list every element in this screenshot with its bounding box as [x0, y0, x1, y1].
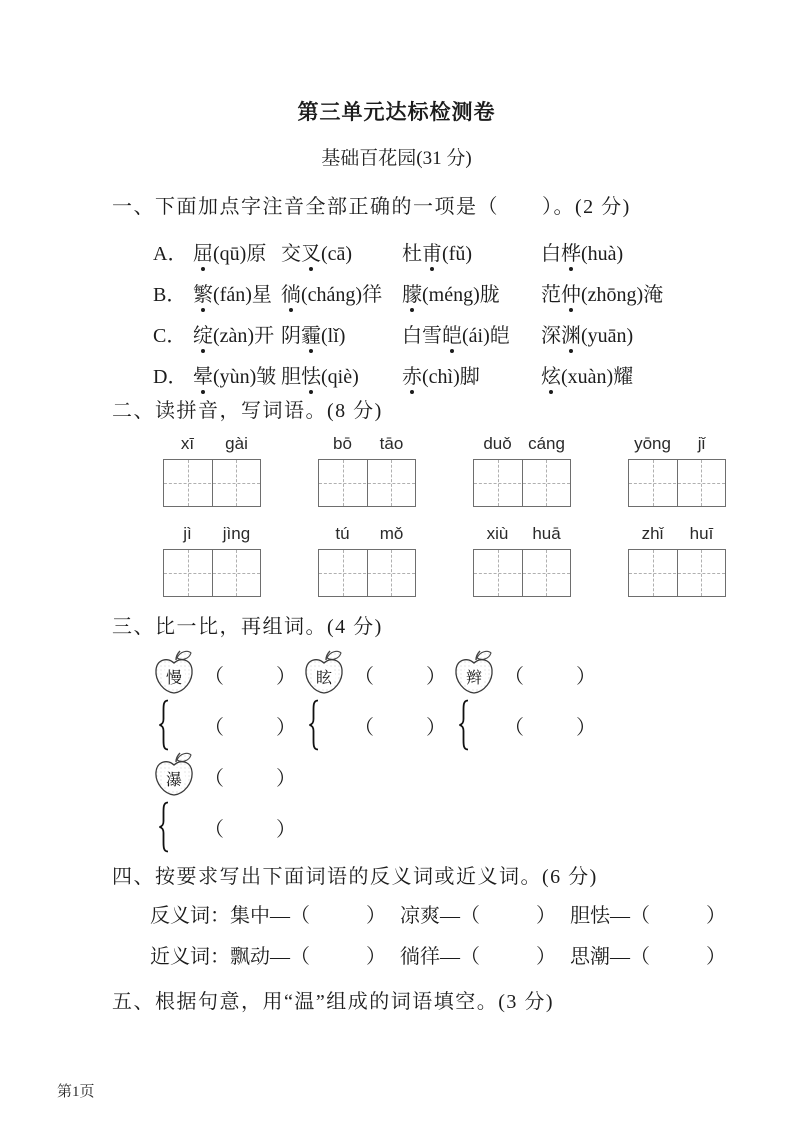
word-text: (zàn)开 — [213, 325, 275, 347]
compare-word-group — [452, 649, 600, 751]
word-text: 杜 — [402, 243, 422, 265]
option-word — [402, 319, 541, 348]
answer-blank — [354, 711, 446, 740]
pinyin-syllable: jì — [183, 524, 192, 543]
pinyin-row — [163, 433, 793, 507]
word-pair-item — [400, 905, 556, 927]
close-paren: ） — [276, 818, 296, 841]
writing-grid — [318, 459, 416, 507]
word-text: 深 — [541, 325, 561, 347]
q5-header: 五、根据句意，用“温”组成的词语填空。(3 分) — [112, 991, 555, 1013]
word-text: (chì)脚 — [422, 366, 480, 388]
q1-option-row — [153, 354, 793, 395]
close-paren: ） — [366, 946, 386, 968]
open-paren: （ — [204, 665, 224, 688]
option-word — [193, 278, 281, 307]
emphasized-char: 繁 — [193, 278, 213, 307]
pinyin-word-group — [163, 433, 261, 507]
emphasized-char: 徜 — [281, 278, 301, 307]
option-word — [541, 278, 793, 307]
pinyin-label — [473, 523, 571, 545]
compare-row — [152, 751, 793, 853]
option-word — [402, 278, 541, 307]
grid-divider — [677, 460, 678, 506]
pinyin-word-group — [473, 433, 571, 507]
pinyin-syllable: mǒ — [379, 524, 404, 543]
source-word: 凉爽 — [400, 905, 440, 927]
open-paren: （ — [204, 818, 224, 841]
pinyin-syllable: xī — [180, 434, 195, 453]
apple-icon — [452, 649, 504, 699]
option-letter: B． — [153, 284, 187, 306]
writing-grid — [628, 549, 726, 597]
pinyin-word-group — [318, 433, 416, 507]
pinyin-word-group — [628, 523, 726, 597]
svg-text:辫: 辫 — [465, 670, 483, 687]
close-paren: ） — [426, 665, 446, 688]
emphasized-char: 霾 — [301, 319, 321, 348]
open-paren: （ — [504, 716, 524, 739]
option-letter: D． — [153, 366, 188, 388]
word-text: (méng)胧 — [422, 284, 500, 306]
dash: — — [610, 946, 630, 968]
emphasized-char: 朦 — [402, 278, 422, 307]
svg-text:瀑: 瀑 — [165, 772, 183, 789]
close-paren: ） — [536, 905, 556, 927]
option-word — [541, 237, 793, 266]
q1-options — [153, 231, 793, 395]
pinyin-row — [163, 523, 793, 597]
grid-divider — [212, 460, 213, 506]
dash: — — [440, 946, 460, 968]
emphasized-char: 桦 — [561, 237, 581, 266]
emphasized-char: 赤 — [402, 360, 422, 389]
word-text: 阴 — [281, 325, 301, 347]
answer-blank — [504, 711, 596, 740]
word-text: 白雪 — [402, 325, 442, 347]
answer-blank — [504, 660, 596, 689]
writing-grid — [473, 459, 571, 507]
word-text: (qū)原 — [213, 243, 267, 265]
pinyin-syllable: xiù — [486, 524, 509, 543]
option-word — [281, 319, 402, 348]
q4-header: 四、按要求写出下面词语的反义词或近义词。(6 分) — [112, 866, 598, 888]
option-word — [281, 237, 402, 266]
option-letter: C． — [153, 325, 187, 347]
option-word — [281, 278, 402, 307]
grid-divider — [367, 460, 368, 506]
answer-blank — [204, 711, 296, 740]
answer-blank — [204, 813, 296, 842]
q1-option-row — [153, 231, 793, 272]
pinyin-label — [473, 433, 571, 455]
close-paren: ） — [576, 665, 596, 688]
pinyin-word-group — [318, 523, 416, 597]
pinyin-syllable: tú — [335, 524, 350, 543]
q3-header: 三、比一比，再组词。(4 分) — [112, 616, 383, 638]
pinyin-word-group — [473, 523, 571, 597]
word-text: 胆 — [281, 366, 301, 388]
open-paren: （ — [630, 946, 650, 968]
section-title: 基础百花园(31 分) — [321, 148, 472, 169]
open-paren: （ — [354, 665, 374, 688]
q1-option-row — [153, 313, 793, 354]
word-pair-row — [150, 944, 793, 970]
open-paren: （ — [354, 716, 374, 739]
word-text: (qiè) — [321, 366, 359, 388]
word-pair-item — [570, 946, 726, 968]
pinyin-word-group — [163, 523, 261, 597]
pinyin-syllable: jǐ — [697, 434, 706, 453]
source-word: 胆怯 — [570, 905, 610, 927]
option-word — [193, 319, 281, 348]
close-paren: ） — [576, 716, 596, 739]
open-paren: （ — [460, 905, 480, 927]
emphasized-char: 甫 — [422, 237, 442, 266]
answer-blank — [204, 660, 296, 689]
dash: — — [610, 905, 630, 927]
pinyin-syllable: jìng — [222, 524, 251, 543]
pinyin-syllable: bō — [333, 434, 352, 453]
answer-blank — [354, 660, 446, 689]
close-paren: ） — [366, 905, 386, 927]
row-label: 反义词： — [150, 905, 230, 927]
option-word — [193, 237, 281, 266]
q3-groups — [152, 649, 793, 853]
emphasized-char: 怯 — [301, 360, 321, 389]
dash: — — [270, 946, 290, 968]
row-label: 近义词： — [150, 946, 230, 968]
svg-text:慢: 慢 — [165, 670, 183, 687]
word-pair-item — [230, 905, 386, 927]
pinyin-syllable: zhǐ — [641, 524, 664, 543]
word-text: (fán)星 — [213, 284, 272, 306]
page-title: 第三单元达标检测卷 — [297, 100, 496, 124]
emphasized-char: 皑 — [442, 319, 462, 348]
writing-grid — [318, 549, 416, 597]
compare-word-group — [152, 751, 300, 853]
compare-word-group — [302, 649, 450, 751]
writing-grid — [628, 459, 726, 507]
close-paren: ） — [706, 946, 726, 968]
emphasized-char: 叉 — [301, 237, 321, 266]
answer-blank — [204, 762, 296, 791]
pinyin-syllable: huī — [689, 524, 714, 543]
pinyin-syllable: yōng — [634, 434, 671, 453]
open-paren: （ — [460, 946, 480, 968]
grid-divider — [522, 460, 523, 506]
pinyin-syllable: huā — [532, 524, 561, 543]
word-text: (zhōng)淹 — [581, 284, 664, 306]
dash: — — [440, 905, 460, 927]
apple-icon — [152, 649, 204, 699]
pinyin-label — [163, 433, 261, 455]
pinyin-label — [318, 433, 416, 455]
source-word: 集中 — [230, 905, 270, 927]
q2-header: 二、读拼音，写词语。(8 分) — [112, 400, 383, 422]
close-paren: ） — [536, 946, 556, 968]
q4-rows — [150, 903, 793, 970]
word-text: 白 — [541, 243, 561, 265]
word-pair-item — [570, 905, 726, 927]
word-pair-item — [400, 946, 556, 968]
pinyin-syllable: gài — [225, 434, 248, 453]
close-paren: ） — [276, 716, 296, 739]
option-letter: A． — [153, 243, 188, 265]
svg-text:眩: 眩 — [315, 670, 333, 687]
open-paren: （ — [204, 767, 224, 790]
close-paren: ） — [276, 665, 296, 688]
dash: — — [270, 905, 290, 927]
word-text: (xuàn)耀 — [561, 366, 634, 388]
word-text: 交 — [281, 243, 301, 265]
option-word — [402, 237, 541, 266]
brace-icon — [457, 699, 504, 751]
grid-divider — [212, 550, 213, 596]
pinyin-syllable: cáng — [528, 434, 565, 453]
emphasized-char: 渊 — [561, 319, 581, 348]
q2-groups — [163, 433, 793, 597]
word-pair-row — [150, 903, 793, 929]
pinyin-label — [628, 433, 726, 455]
emphasized-char: 炫 — [541, 360, 561, 389]
apple-icon — [302, 649, 354, 699]
emphasized-char: 仲 — [561, 278, 581, 307]
option-word — [193, 360, 281, 389]
pinyin-syllable: duǒ — [483, 434, 512, 453]
brace-icon — [157, 699, 204, 751]
writing-grid — [473, 549, 571, 597]
q1-header: 一、下面加点字注音全部正确的一项是（ ）。(2 分) — [112, 196, 631, 218]
close-paren: ） — [706, 905, 726, 927]
source-word: 徜徉 — [400, 946, 440, 968]
word-text: (yùn)皱 — [213, 366, 277, 388]
word-text: (lǐ) — [321, 325, 346, 347]
open-paren: （ — [630, 905, 650, 927]
word-text: (cháng)徉 — [301, 284, 383, 306]
grid-divider — [677, 550, 678, 596]
option-word — [402, 360, 541, 389]
close-paren: ） — [426, 716, 446, 739]
open-paren: （ — [204, 716, 224, 739]
option-word — [281, 360, 402, 389]
emphasized-char: 屈 — [193, 237, 213, 266]
word-text: (cā) — [321, 243, 353, 265]
option-word — [541, 360, 793, 389]
close-paren: ） — [276, 767, 296, 790]
pinyin-word-group — [628, 433, 726, 507]
q1-option-row — [153, 272, 793, 313]
writing-grid — [163, 549, 261, 597]
source-word: 思潮 — [570, 946, 610, 968]
pinyin-syllable: tāo — [379, 434, 404, 453]
grid-divider — [367, 550, 368, 596]
grid-divider — [522, 550, 523, 596]
word-text: (huà) — [581, 243, 624, 265]
source-word: 飘动 — [230, 946, 270, 968]
emphasized-char: 绽 — [193, 319, 213, 348]
brace-icon — [157, 801, 204, 853]
word-text: (ái)皑 — [462, 325, 510, 347]
apple-icon — [152, 751, 204, 801]
pinyin-label — [163, 523, 261, 545]
word-text: (fǔ) — [442, 243, 472, 265]
brace-icon — [307, 699, 354, 751]
word-text: 范 — [541, 284, 561, 306]
pinyin-label — [628, 523, 726, 545]
compare-word-group — [152, 649, 300, 751]
emphasized-char: 晕 — [193, 360, 213, 389]
open-paren: （ — [290, 905, 310, 927]
option-word — [541, 319, 793, 348]
word-text: (yuān) — [581, 325, 634, 347]
writing-grid — [163, 459, 261, 507]
compare-row — [152, 649, 793, 751]
page-number: 第1页 — [57, 1084, 95, 1100]
pinyin-label — [318, 523, 416, 545]
word-pair-item — [230, 946, 386, 968]
open-paren: （ — [504, 665, 524, 688]
open-paren: （ — [290, 946, 310, 968]
